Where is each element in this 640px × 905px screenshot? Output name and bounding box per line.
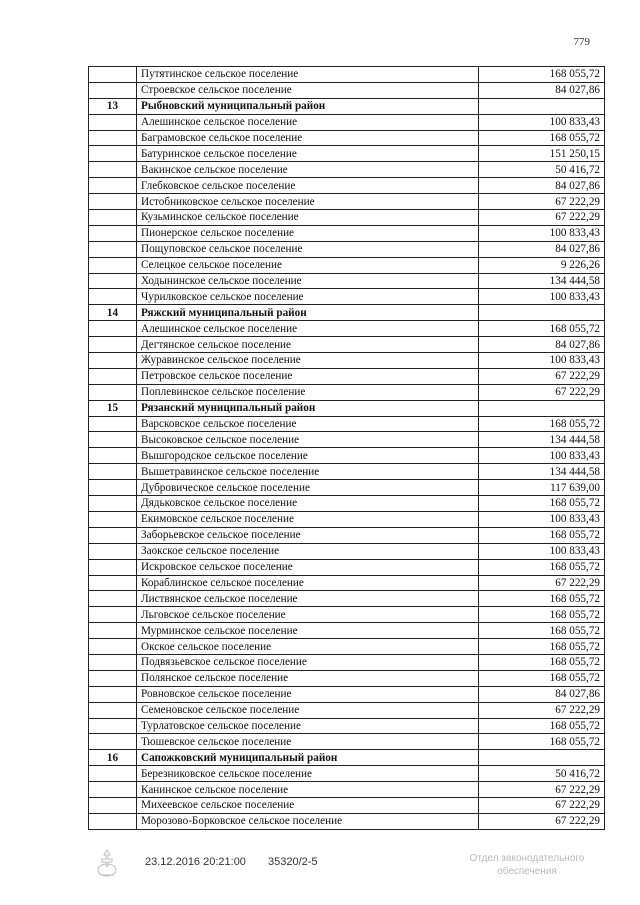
amount-value: 100 833,43 xyxy=(479,448,605,464)
amount-value: 84 027,86 xyxy=(479,337,605,353)
amount-value xyxy=(479,305,605,321)
settlement-name: Вакинское сельское поселение xyxy=(137,162,479,178)
settlement-name: Истобниковское сельское поселение xyxy=(137,194,479,210)
amount-value: 100 833,43 xyxy=(479,543,605,559)
row-number xyxy=(89,559,137,575)
amount-value: 168 055,72 xyxy=(479,734,605,750)
settlement-name: Батуринское сельское поселение xyxy=(137,146,479,162)
settlement-name: Екимовское сельское поселение xyxy=(137,511,479,527)
settlement-row xyxy=(89,543,605,559)
settlement-name: Поплевинское сельское поселение xyxy=(137,384,479,400)
settlement-name: Путятинское сельское поселение xyxy=(137,67,479,83)
row-number xyxy=(89,178,137,194)
settlement-row xyxy=(89,702,605,718)
amount-value: 151 250,15 xyxy=(479,146,605,162)
settlement-name: Алешинское сельское поселение xyxy=(137,321,479,337)
settlement-row xyxy=(89,686,605,702)
settlement-row xyxy=(89,670,605,686)
district-row xyxy=(89,98,605,114)
budget-table xyxy=(88,66,605,830)
settlement-name: Петровское сельское поселение xyxy=(137,368,479,384)
settlement-name: Ходынинское сельское поселение xyxy=(137,273,479,289)
amount-value: 100 833,43 xyxy=(479,225,605,241)
settlement-name: Кузьминское сельское поселение xyxy=(137,210,479,226)
amount-value: 67 222,29 xyxy=(479,368,605,384)
settlement-row xyxy=(89,654,605,670)
row-number xyxy=(89,686,137,702)
amount-value: 168 055,72 xyxy=(479,670,605,686)
settlement-row xyxy=(89,337,605,353)
settlement-row xyxy=(89,782,605,798)
row-number xyxy=(89,639,137,655)
row-number xyxy=(89,416,137,432)
row-number xyxy=(89,82,137,98)
settlement-row xyxy=(89,146,605,162)
settlement-name: Дегтянское сельское поселение xyxy=(137,337,479,353)
settlement-row xyxy=(89,257,605,273)
row-number xyxy=(89,734,137,750)
row-number xyxy=(89,575,137,591)
row-number xyxy=(89,321,137,337)
settlement-row xyxy=(89,416,605,432)
settlement-row xyxy=(89,623,605,639)
footer-timestamp: 23.12.2016 20:21:00 xyxy=(145,856,246,868)
district-row xyxy=(89,400,605,416)
settlement-row xyxy=(89,368,605,384)
amount-value: 67 222,29 xyxy=(479,384,605,400)
amount-value: 168 055,72 xyxy=(479,321,605,337)
settlement-row xyxy=(89,273,605,289)
row-number: 13 xyxy=(89,98,137,114)
settlement-row xyxy=(89,639,605,655)
amount-value: 134 444,58 xyxy=(479,464,605,480)
amount-value: 9 226,26 xyxy=(479,257,605,273)
settlement-name: Льговское сельское поселение xyxy=(137,607,479,623)
settlement-row xyxy=(89,353,605,369)
settlement-name: Окское сельское поселение xyxy=(137,639,479,655)
amount-value: 67 222,29 xyxy=(479,782,605,798)
row-number xyxy=(89,448,137,464)
settlement-row xyxy=(89,511,605,527)
amount-value: 100 833,43 xyxy=(479,289,605,305)
amount-value: 168 055,72 xyxy=(479,639,605,655)
settlement-row xyxy=(89,225,605,241)
settlement-row xyxy=(89,797,605,813)
settlement-name: Селецкое сельское поселение xyxy=(137,257,479,273)
row-number xyxy=(89,432,137,448)
amount-value xyxy=(479,98,605,114)
amount-value: 168 055,72 xyxy=(479,607,605,623)
row-number xyxy=(89,543,137,559)
amount-value: 67 222,29 xyxy=(479,813,605,829)
settlement-name: Тюшевское сельское поселение xyxy=(137,734,479,750)
settlement-row xyxy=(89,114,605,130)
amount-value: 100 833,43 xyxy=(479,353,605,369)
amount-value: 168 055,72 xyxy=(479,67,605,83)
row-number xyxy=(89,289,137,305)
row-number: 16 xyxy=(89,750,137,766)
footer-doc-code: 35320/2-5 xyxy=(268,856,318,868)
district-name: Рязанский муниципальный район xyxy=(137,400,479,416)
district-row xyxy=(89,305,605,321)
settlement-name: Подвязьевское сельское поселение xyxy=(137,654,479,670)
row-number: 14 xyxy=(89,305,137,321)
watermark-line-1: Отдел законодательного xyxy=(469,853,585,864)
settlement-row xyxy=(89,464,605,480)
settlement-row xyxy=(89,527,605,543)
row-number xyxy=(89,527,137,543)
settlement-name: Глебковское сельское поселение xyxy=(137,178,479,194)
row-number xyxy=(89,480,137,496)
row-number xyxy=(89,162,137,178)
row-number: 15 xyxy=(89,400,137,416)
amount-value: 67 222,29 xyxy=(479,575,605,591)
settlement-name: Листвянское сельское поселение xyxy=(137,591,479,607)
amount-value: 168 055,72 xyxy=(479,416,605,432)
settlement-row xyxy=(89,321,605,337)
settlement-row xyxy=(89,384,605,400)
row-number xyxy=(89,257,137,273)
settlement-row xyxy=(89,813,605,829)
settlement-name: Полянское сельское поселение xyxy=(137,670,479,686)
row-number xyxy=(89,496,137,512)
row-number xyxy=(89,591,137,607)
amount-value: 134 444,58 xyxy=(479,432,605,448)
amount-value: 67 222,29 xyxy=(479,702,605,718)
district-row xyxy=(89,750,605,766)
settlement-name: Канинское сельское поселение xyxy=(137,782,479,798)
amount-value: 67 222,29 xyxy=(479,194,605,210)
row-number xyxy=(89,670,137,686)
amount-value: 168 055,72 xyxy=(479,591,605,607)
amount-value xyxy=(479,750,605,766)
settlement-row xyxy=(89,67,605,83)
row-number xyxy=(89,130,137,146)
row-number xyxy=(89,718,137,734)
amount-value xyxy=(479,400,605,416)
row-number xyxy=(89,194,137,210)
row-number xyxy=(89,782,137,798)
row-number xyxy=(89,368,137,384)
settlement-row xyxy=(89,448,605,464)
amount-value: 67 222,29 xyxy=(479,210,605,226)
row-number xyxy=(89,353,137,369)
settlement-row xyxy=(89,289,605,305)
settlement-name: Строевское сельское поселение xyxy=(137,82,479,98)
district-name: Ряжский муниципальный район xyxy=(137,305,479,321)
settlement-name: Вышгородское сельское поселение xyxy=(137,448,479,464)
amount-value: 168 055,72 xyxy=(479,559,605,575)
amount-value: 168 055,72 xyxy=(479,130,605,146)
settlement-name: Дубровическое сельское поселение xyxy=(137,480,479,496)
row-number xyxy=(89,337,137,353)
settlement-name: Пионерское сельское поселение xyxy=(137,225,479,241)
row-number xyxy=(89,210,137,226)
amount-value: 168 055,72 xyxy=(479,527,605,543)
amount-value: 50 416,72 xyxy=(479,766,605,782)
watermark-line-2: обеспечения xyxy=(497,866,557,877)
row-number xyxy=(89,384,137,400)
settlement-row xyxy=(89,194,605,210)
settlement-name: Пощуповское сельское поселение xyxy=(137,241,479,257)
settlement-name: Мурминское сельское поселение xyxy=(137,623,479,639)
amount-value: 117 639,00 xyxy=(479,480,605,496)
settlement-name: Чурилковское сельское поселение xyxy=(137,289,479,305)
amount-value: 100 833,43 xyxy=(479,114,605,130)
settlement-name: Алешинское сельское поселение xyxy=(137,114,479,130)
row-number xyxy=(89,607,137,623)
amount-value: 50 416,72 xyxy=(479,162,605,178)
row-number xyxy=(89,273,137,289)
settlement-name: Морозово-Борковское сельское поселение xyxy=(137,813,479,829)
row-number xyxy=(89,225,137,241)
amount-value: 168 055,72 xyxy=(479,718,605,734)
emblem-stamp-icon xyxy=(96,848,118,878)
row-number xyxy=(89,67,137,83)
settlement-name: Заборьевское сельское поселение xyxy=(137,527,479,543)
settlement-name: Заокское сельское поселение xyxy=(137,543,479,559)
amount-value: 84 027,86 xyxy=(479,82,605,98)
amount-value: 84 027,86 xyxy=(479,686,605,702)
settlement-row xyxy=(89,559,605,575)
row-number xyxy=(89,623,137,639)
settlement-name: Баграмовское сельское поселение xyxy=(137,130,479,146)
settlement-row xyxy=(89,130,605,146)
amount-value: 67 222,29 xyxy=(479,797,605,813)
settlement-row xyxy=(89,162,605,178)
settlement-name: Варсковское сельское поселение xyxy=(137,416,479,432)
amount-value: 134 444,58 xyxy=(479,273,605,289)
settlement-name: Искровское сельское поселение xyxy=(137,559,479,575)
row-number xyxy=(89,654,137,670)
settlement-row xyxy=(89,480,605,496)
row-number xyxy=(89,114,137,130)
row-number xyxy=(89,511,137,527)
amount-value: 100 833,43 xyxy=(479,511,605,527)
district-name: Рыбновский муниципальный район xyxy=(137,98,479,114)
settlement-row xyxy=(89,210,605,226)
settlement-row xyxy=(89,766,605,782)
settlement-name: Дядьковское сельское поселение xyxy=(137,496,479,512)
settlement-row xyxy=(89,82,605,98)
settlement-name: Вышетравинское сельское поселение xyxy=(137,464,479,480)
row-number xyxy=(89,702,137,718)
settlement-name: Михеевское сельское поселение xyxy=(137,797,479,813)
settlement-name: Турлатовское сельское поселение xyxy=(137,718,479,734)
settlement-row xyxy=(89,591,605,607)
settlement-name: Журавинское сельское поселение xyxy=(137,353,479,369)
settlement-name: Высоковское сельское поселение xyxy=(137,432,479,448)
settlement-name: Березниковское сельское поселение xyxy=(137,766,479,782)
settlement-row xyxy=(89,718,605,734)
page-number: 779 xyxy=(573,36,590,48)
amount-value: 168 055,72 xyxy=(479,496,605,512)
amount-value: 168 055,72 xyxy=(479,623,605,639)
amount-value: 168 055,72 xyxy=(479,654,605,670)
settlement-name: Семеновское сельское поселение xyxy=(137,702,479,718)
budget-table-body xyxy=(89,67,605,830)
amount-value: 84 027,86 xyxy=(479,241,605,257)
settlement-row xyxy=(89,178,605,194)
row-number xyxy=(89,464,137,480)
settlement-row xyxy=(89,241,605,257)
settlement-row xyxy=(89,575,605,591)
settlement-row xyxy=(89,734,605,750)
amount-value: 84 027,86 xyxy=(479,178,605,194)
district-name: Сапожковский муниципальный район xyxy=(137,750,479,766)
row-number xyxy=(89,813,137,829)
settlement-row xyxy=(89,607,605,623)
row-number xyxy=(89,241,137,257)
department-watermark xyxy=(452,852,602,878)
row-number xyxy=(89,766,137,782)
row-number xyxy=(89,146,137,162)
settlement-name: Ровновское сельское поселение xyxy=(137,686,479,702)
settlement-row xyxy=(89,496,605,512)
row-number xyxy=(89,797,137,813)
settlement-name: Кораблинское сельское поселение xyxy=(137,575,479,591)
settlement-row xyxy=(89,432,605,448)
